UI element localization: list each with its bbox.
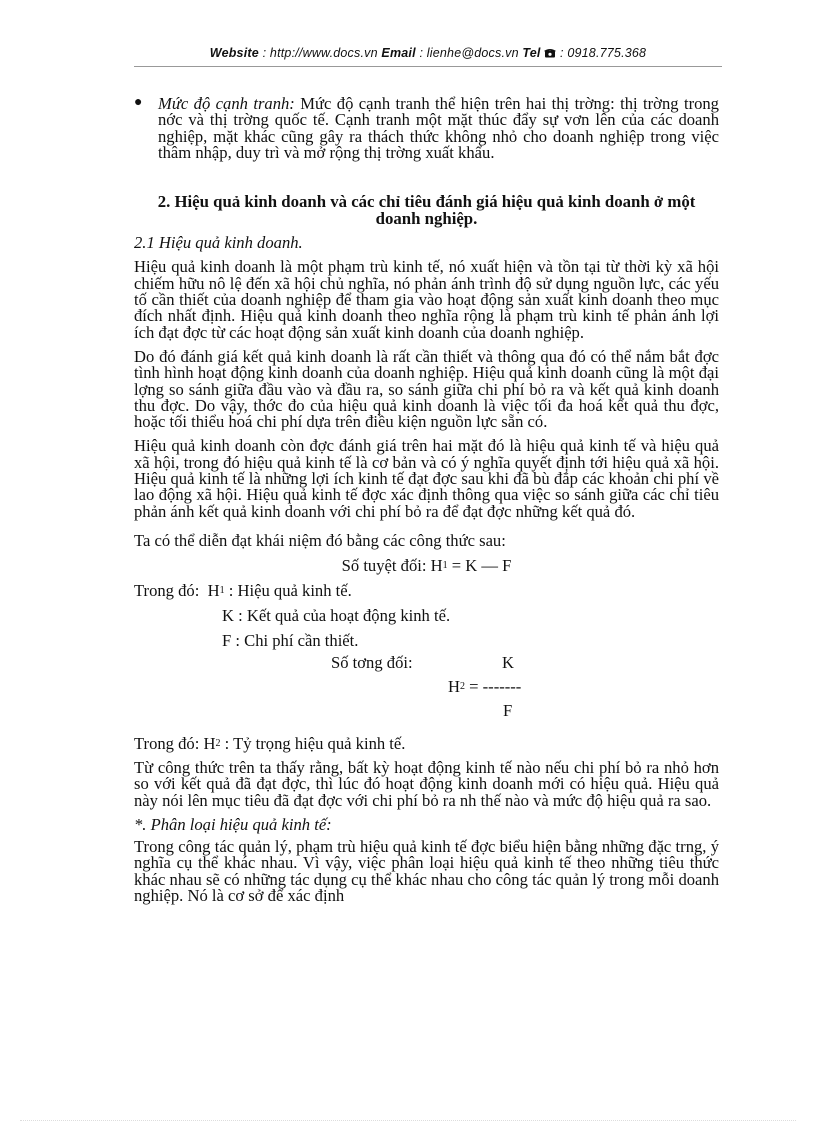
header-divider xyxy=(134,66,722,67)
bullet-item xyxy=(134,96,719,161)
email-address[interactable]: : lienhe@docs.vn xyxy=(415,46,523,60)
paragraph-3: Hiệu quả kinh doanh còn đợc đánh giá trên hai mặt đó là hiệu quả kinh tế và hiệu quả xã hội, trong đó hiệu quả kinh tế là cơ bản và có ý nghĩa quyết định tới hiệu quả xã hội. Hiệu quả kinh tế là những lợi ích kinh tế đạt đợc sau khi đã bù đắp các khoản chi phí về lao động xã hội. Hiệu quả kinh tế đợc xác định thông qua việc so sánh giữa các chỉ tiêu phản ánh kết quả kinh doanh với chi phí bỏ ra để đạt đợc những kết quả đó. xyxy=(134,436,719,521)
h1-sub: 1 xyxy=(219,584,225,596)
relative-eq: = ------- xyxy=(464,676,522,696)
subsection-heading: 2.1 Hiệu quả kinh doanh. xyxy=(134,233,303,253)
absolute-sub: 1 xyxy=(442,559,448,571)
h1-text: : Hiệu quả kinh tế. xyxy=(224,580,352,600)
relative-label: Số tơng đối: xyxy=(331,652,413,672)
definition-f: F : Chi phí cần thiết. xyxy=(222,630,359,650)
relative-formula-mid xyxy=(134,677,719,701)
classification-paragraph: Trong công tác quản lý, phạm trù hiệu quả kinh tế đợc biểu hiện bằng những đặc trng, ý nghĩa cụ thể khác nhau. Vì vậy, việc phân loại hiệu quả kinh tế theo những tiêu thức khác nhau sẽ có những tác dụng cụ thể khác nhau cho công tác quản lý trong mỗi doanh nghiệp. Nó là cơ sở để xác định xyxy=(134,837,719,906)
document-body xyxy=(134,96,719,912)
bullet-icon: ● xyxy=(134,95,143,110)
section-heading: 2. Hiệu quả kinh doanh và các chỉ tiêu đánh giá hiệu quả kinh doanh ở một doanh nghiệp. xyxy=(157,192,696,229)
relative-lhs-sub: 2 xyxy=(459,680,465,692)
website-label: Website xyxy=(209,46,259,60)
definition-h1 xyxy=(134,578,719,603)
website-url[interactable]: : http://www.docs.vn xyxy=(258,46,382,60)
definition-prefix: Trong đó: xyxy=(134,580,200,600)
relative-numerator: K xyxy=(502,652,514,672)
h2-sub: 2 xyxy=(215,737,221,749)
h1-symbol: H xyxy=(207,580,220,600)
classification-heading: *. Phân loại hiệu quả kinh tế: xyxy=(134,814,332,834)
absolute-formula xyxy=(134,553,719,578)
h2-prefix: Trong đó: H xyxy=(134,733,216,753)
relative-formula-bottom xyxy=(134,701,719,725)
definition-k: K : Kết quả của hoạt động kinh tế. xyxy=(222,605,451,625)
relative-lhs xyxy=(448,676,522,696)
relative-lhs-symbol: H xyxy=(448,676,460,696)
tel-label: Tel xyxy=(522,46,541,60)
relative-formula-top xyxy=(134,653,719,677)
relative-denominator: F xyxy=(503,700,513,720)
h2-text: : Tỷ trọng hiệu quả kinh tế. xyxy=(220,733,406,753)
formula-intro: Ta có thể diễn đạt khái niệm đó bằng các công thức sau: xyxy=(134,530,506,550)
bullet-lead: Mức độ cạnh tranh: xyxy=(158,94,295,113)
paragraph-after-formula: Từ công thức trên ta thấy rằng, bất kỳ hoạt động kinh tế nào nếu chi phí bỏ ra nhỏ hơn so với kết quả đã đạt đợc, thì lúc đó hoạt động kinh doanh mới có hiệu quả. Hiệu quả này nói lên mục tiêu đã đạt đợc với chi phí bỏ ra nh thế nào và mức độ hiệu quả ra sao. xyxy=(134,757,719,810)
paragraph-1: Hiệu quả kinh doanh là một phạm trù kinh tế, nó xuất hiện và tồn tại từ thời kỳ xã hội chiếm hữu nô lệ đến xã hội chủ nghĩa, nó phản ánh trình độ sử dụng nguồn lực, các yếu tố cần thiết của doanh nghiệp để tham gia vào hoạt động sản xuất kinh doanh theo mục đích nhất định. Hiệu quả kinh doanh theo nghĩa rộng là phạm trù kinh tế phản ánh lợi ích đạt đợc từ các hoạt động sản xuất kinh doanh của doanh nghiệp. xyxy=(134,257,719,342)
h2-definition xyxy=(134,731,719,756)
page-header xyxy=(134,46,722,60)
absolute-rhs: = K — F xyxy=(447,555,512,575)
page-bottom-border xyxy=(20,1120,796,1121)
email-label: Email xyxy=(381,46,416,60)
telephone-icon xyxy=(544,46,560,60)
paragraph-2: Do đó đánh giá kết quả kinh doanh là rất cần thiết và thông qua đó có thể nắm bắt đợc tình hình hoạt động kinh doanh của doanh nghiệp. Hiệu quả kinh doanh cũng là một đại lợng so sánh giữa đầu vào và đầu ra, so sánh giữa chi phí bỏ ra và kết quả kinh doanh thu đợc. Do vậy, thớc đo của hiệu quả kinh doanh là việc tối đa hoá kết quả thu đợc, hoặc tối thiểu hoá chi phí dựa trên điều kiện nguồn lực sẵn có. xyxy=(134,346,719,432)
bullet-text: Mức độ cạnh tranh thể hiện trên hai thị trờng: thị trờng trong nớc và thị trờng quốc tế. Cạnh tranh một mặt thúc đẩy sự vơn lên của các doanh nghiệp, mặt khác cũng gây ra thách thức không nhỏ cho doanh nghiệp trong việc thâm nhập, duy trì và mở rộng thị trờng xuất khẩu. xyxy=(158,94,719,162)
phone-number: : 0918.775.368 xyxy=(559,46,647,60)
absolute-label: Số tuyệt đối: H xyxy=(341,555,443,575)
